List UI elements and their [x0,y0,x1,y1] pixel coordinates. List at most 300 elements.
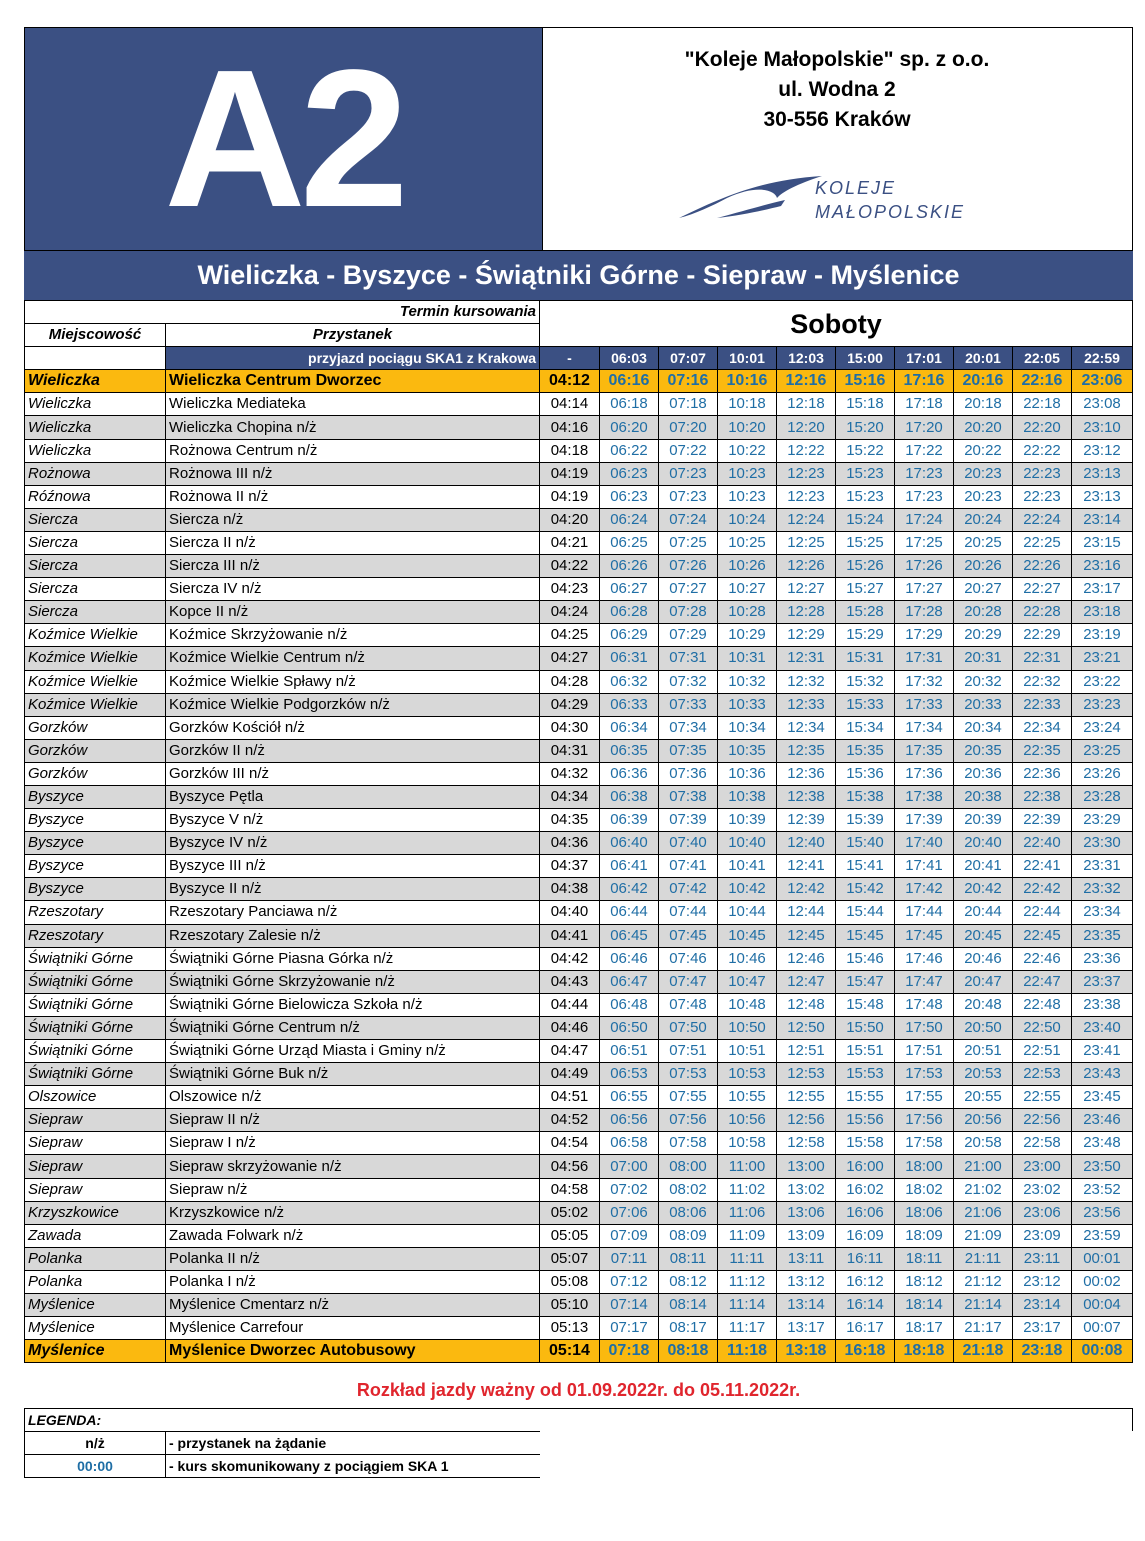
locality: Siercza [25,508,166,531]
locality: Siepraw [25,1132,166,1155]
departure-time-connected: 18:12 [895,1270,954,1293]
departure-time-connected: 15:56 [836,1109,895,1132]
departure-time-connected: 10:38 [718,785,777,808]
table-row [25,832,1133,855]
stop-name: Wieliczka Chopina n/ż [166,416,540,439]
locality: Świątniki Górne [25,1040,166,1063]
departure-time-connected: 20:41 [954,855,1013,878]
departure-time-connected: 06:33 [600,693,659,716]
departure-time-connected: 22:22 [1013,439,1072,462]
departure-time-connected: 23:52 [1072,1178,1133,1201]
departure-time-connected: 12:46 [777,947,836,970]
departure-time-connected: 20:22 [954,439,1013,462]
departure-time-connected: 21:02 [954,1178,1013,1201]
departure-time-connected: 08:00 [659,1155,718,1178]
departure-time-connected: 10:48 [718,993,777,1016]
departure-time-connected: 06:41 [600,855,659,878]
departure-time-connected: 23:30 [1072,832,1133,855]
stop-name: Siepraw n/ż [166,1178,540,1201]
departure-time-connected: 18:00 [895,1155,954,1178]
table-row [25,1224,1133,1247]
departure-time: 04:51 [540,1086,600,1109]
departure-time-connected: 17:53 [895,1063,954,1086]
departure-time-connected: 20:35 [954,739,1013,762]
departure-time-connected: 23:29 [1072,809,1133,832]
logo-text-line-1: KOLEJE [815,178,897,198]
locality: Siepraw [25,1178,166,1201]
stop-name: Siepraw I n/ż [166,1132,540,1155]
departure-time-connected: 07:47 [659,970,718,993]
table-row [25,531,1133,554]
locality: Myślenice [25,1294,166,1317]
departure-time-connected: 16:17 [836,1317,895,1340]
departure-time: 04:19 [540,485,600,508]
departure-time-connected: 11:06 [718,1201,777,1224]
departure-time-connected: 22:27 [1013,578,1072,601]
departure-time-connected: 06:26 [600,555,659,578]
departure-time-connected: 10:35 [718,739,777,762]
stop-name: Zawada Folwark n/ż [166,1224,540,1247]
departure-time-connected: 23:32 [1072,878,1133,901]
departure-time-connected: 20:47 [954,970,1013,993]
departure-time-connected: 17:38 [895,785,954,808]
departure-time-connected: 07:29 [659,624,718,647]
departure-time-connected: 17:36 [895,762,954,785]
table-row [25,716,1133,739]
departure-time-connected: 22:56 [1013,1109,1072,1132]
departure-time-connected: 23:21 [1072,647,1133,670]
departure-time-connected: 06:47 [600,970,659,993]
departure-time-connected: 07:00 [600,1155,659,1178]
departure-time-connected: 23:18 [1072,601,1133,624]
departure-time-connected: 08:06 [659,1201,718,1224]
departure-time-connected: 18:17 [895,1317,954,1340]
departure-time-connected: 17:16 [895,370,954,393]
departure-time-connected: 12:36 [777,762,836,785]
departure-time-connected: 20:20 [954,416,1013,439]
train-time: 17:01 [895,347,954,370]
departure-time-connected: 16:09 [836,1224,895,1247]
table-row [25,762,1133,785]
departure-time-connected: 23:37 [1072,970,1133,993]
departure-time-connected: 10:27 [718,578,777,601]
departure-time-connected: 23:18 [1013,1340,1072,1363]
departure-time-connected: 07:38 [659,785,718,808]
table-row [25,1016,1133,1039]
locality: Rożnowa [25,462,166,485]
departure-time: 05:05 [540,1224,600,1247]
locality: Byszyce [25,832,166,855]
train-time: 20:01 [954,347,1013,370]
stop-name: Byszyce IV n/ż [166,832,540,855]
departure-time-connected: 15:47 [836,970,895,993]
departure-time-connected: 23:13 [1072,462,1133,485]
day-type: Soboty [540,301,1133,347]
koleje-logo-icon [677,170,827,222]
departure-time-connected: 22:44 [1013,901,1072,924]
departure-time-connected: 11:02 [718,1178,777,1201]
departure-time: 04:20 [540,508,600,531]
departure-time-connected: 07:51 [659,1040,718,1063]
locality: Siercza [25,578,166,601]
stop-name: Polanka I n/ż [166,1270,540,1293]
departure-time-connected: 23:24 [1072,716,1133,739]
stop-name: Gorzków Kościół n/ż [166,716,540,739]
departure-time-connected: 07:56 [659,1109,718,1132]
departure-time-connected: 06:40 [600,832,659,855]
departure-time-connected: 23:14 [1072,508,1133,531]
departure-time-connected: 13:11 [777,1247,836,1270]
departure-time-connected: 15:16 [836,370,895,393]
departure-time: 04:25 [540,624,600,647]
table-row [25,855,1133,878]
departure-time-connected: 06:36 [600,762,659,785]
departure-time-connected: 20:42 [954,878,1013,901]
table-row [25,1063,1133,1086]
locality: Świątniki Górne [25,1063,166,1086]
departure-time-connected: 10:51 [718,1040,777,1063]
departure-time-connected: 20:28 [954,601,1013,624]
departure-time-connected: 07:35 [659,739,718,762]
table-row [25,993,1133,1016]
departure-time-connected: 07:14 [600,1294,659,1317]
departure-time-connected: 20:16 [954,370,1013,393]
departure-time-connected: 15:35 [836,739,895,762]
departure-time-connected: 10:58 [718,1132,777,1155]
locality: Siercza [25,555,166,578]
departure-time-connected: 17:56 [895,1109,954,1132]
departure-time-connected: 15:22 [836,439,895,462]
departure-time: 04:32 [540,762,600,785]
departure-time-connected: 23:25 [1072,739,1133,762]
departure-time-connected: 17:47 [895,970,954,993]
locality: Gorzków [25,716,166,739]
table-row [25,947,1133,970]
departure-time-connected: 12:58 [777,1132,836,1155]
departure-time: 04:46 [540,1016,600,1039]
train-time: - [540,347,600,370]
locality: Gorzków [25,739,166,762]
departure-time-connected: 12:22 [777,439,836,462]
departure-time-connected: 06:44 [600,901,659,924]
departure-time-connected: 15:50 [836,1016,895,1039]
departure-time-connected: 23:43 [1072,1063,1133,1086]
legend-text-nz: - przystanek na żądanie [166,1432,540,1455]
stop-name: Świątniki Górne Buk n/ż [166,1063,540,1086]
departure-time: 04:47 [540,1040,600,1063]
departure-time-connected: 22:24 [1013,508,1072,531]
locality: Rzeszotary [25,924,166,947]
stop-name: Myślenice Cmentarz n/ż [166,1294,540,1317]
departure-time-connected: 23:06 [1013,1201,1072,1224]
departure-time: 04:23 [540,578,600,601]
departure-time-connected: 17:18 [895,393,954,416]
departure-time-connected: 20:56 [954,1109,1013,1132]
stop-name: Gorzków II n/ż [166,739,540,762]
departure-time-connected: 16:18 [836,1340,895,1363]
departure-time-connected: 06:16 [600,370,659,393]
table-row [25,1086,1133,1109]
locality: Wieliczka [25,370,166,393]
stop-name: Świątniki Górne Piasna Górka n/ż [166,947,540,970]
departure-time: 05:13 [540,1317,600,1340]
table-row [25,1294,1133,1317]
departure-time-connected: 07:48 [659,993,718,1016]
departure-time-connected: 20:29 [954,624,1013,647]
departure-time-connected: 15:51 [836,1040,895,1063]
stop-name: Siercza n/ż [166,508,540,531]
locality: Siercza [25,601,166,624]
departure-time-connected: 07:34 [659,716,718,739]
departure-time-connected: 06:27 [600,578,659,601]
table-row [25,578,1133,601]
departure-time-connected: 12:50 [777,1016,836,1039]
departure-time-connected: 17:39 [895,809,954,832]
departure-time-connected: 10:22 [718,439,777,462]
departure-time-connected: 00:02 [1072,1270,1133,1293]
stop-name: Siercza IV n/ż [166,578,540,601]
departure-time: 04:19 [540,462,600,485]
stop-name: Olszowice n/ż [166,1086,540,1109]
departure-time-connected: 12:26 [777,555,836,578]
departure-time: 04:37 [540,855,600,878]
departure-time-connected: 20:58 [954,1132,1013,1155]
departure-time-connected: 15:33 [836,693,895,716]
departure-time-connected: 12:41 [777,855,836,878]
departure-time-connected: 22:58 [1013,1132,1072,1155]
departure-time-connected: 23:50 [1072,1155,1133,1178]
train-time: 12:03 [777,347,836,370]
departure-time: 04:35 [540,809,600,832]
timetable [24,300,1133,1363]
departure-time-connected: 10:50 [718,1016,777,1039]
departure-time-connected: 17:22 [895,439,954,462]
departure-time-connected: 11:12 [718,1270,777,1293]
departure-time-connected: 06:39 [600,809,659,832]
table-row [25,439,1133,462]
departure-time-connected: 21:18 [954,1340,1013,1363]
departure-time-connected: 15:44 [836,901,895,924]
departure-time-connected: 07:58 [659,1132,718,1155]
departure-time-connected: 16:11 [836,1247,895,1270]
table-row [25,485,1133,508]
departure-time-connected: 12:48 [777,993,836,1016]
departure-time-connected: 10:42 [718,878,777,901]
departure-time-connected: 22:25 [1013,531,1072,554]
departure-time-connected: 15:20 [836,416,895,439]
departure-time-connected: 07:42 [659,878,718,901]
departure-time-connected: 15:53 [836,1063,895,1086]
departure-time-connected: 07:55 [659,1086,718,1109]
table-row [25,370,1133,393]
departure-time-connected: 23:48 [1072,1132,1133,1155]
departure-time-connected: 12:32 [777,670,836,693]
departure-time-connected: 23:02 [1013,1178,1072,1201]
departure-time-connected: 12:28 [777,601,836,624]
departure-time-connected: 20:23 [954,485,1013,508]
locality: Wieliczka [25,393,166,416]
departure-time-connected: 12:55 [777,1086,836,1109]
departure-time-connected: 15:29 [836,624,895,647]
departure-time-connected: 06:23 [600,462,659,485]
departure-time: 04:16 [540,416,600,439]
departure-time-connected: 10:53 [718,1063,777,1086]
departure-time-connected: 07:28 [659,601,718,624]
departure-time-connected: 06:20 [600,416,659,439]
departure-time-connected: 06:42 [600,878,659,901]
departure-time-connected: 13:14 [777,1294,836,1317]
locality: Świątniki Górne [25,947,166,970]
departure-time-connected: 11:00 [718,1155,777,1178]
departure-time-connected: 22:53 [1013,1063,1072,1086]
stop-name: Siercza II n/ż [166,531,540,554]
company-city: 30-556 Kraków [763,108,911,131]
departure-time-connected: 15:42 [836,878,895,901]
departure-time-connected: 15:31 [836,647,895,670]
departure-time-connected: 10:40 [718,832,777,855]
table-row [25,901,1133,924]
table-row [25,739,1133,762]
table-row [25,970,1133,993]
departure-time-connected: 13:17 [777,1317,836,1340]
locality: Myślenice [25,1340,166,1363]
departure-time-connected: 23:56 [1072,1201,1133,1224]
departure-time-connected: 13:18 [777,1340,836,1363]
departure-time: 05:14 [540,1340,600,1363]
legend-title-row [24,1408,1133,1431]
departure-time-connected: 10:24 [718,508,777,531]
departure-time-connected: 22:50 [1013,1016,1072,1039]
departure-time-connected: 10:16 [718,370,777,393]
header [24,27,1133,251]
departure-time-connected: 11:09 [718,1224,777,1247]
locality: Gorzków [25,762,166,785]
departure-time-connected: 13:02 [777,1178,836,1201]
col-miejscowosc: Miejscowość [25,324,166,347]
departure-time-connected: 22:55 [1013,1086,1072,1109]
departure-time-connected: 20:23 [954,462,1013,485]
table-row [25,1109,1133,1132]
locality: Koźmice Wielkie [25,647,166,670]
departure-time-connected: 22:28 [1013,601,1072,624]
departure-time-connected: 22:40 [1013,832,1072,855]
legend-symbol-time: 00:00 [25,1455,166,1478]
departure-time-connected: 20:18 [954,393,1013,416]
locality: Wieliczka [25,416,166,439]
departure-time-connected: 23:17 [1013,1317,1072,1340]
departure-time-connected: 15:41 [836,855,895,878]
departure-time-connected: 22:33 [1013,693,1072,716]
locality: Byszyce [25,785,166,808]
locality: Wieliczka [25,439,166,462]
departure-time-connected: 06:50 [600,1016,659,1039]
departure-time-connected: 10:39 [718,809,777,832]
departure-time-connected: 23:31 [1072,855,1133,878]
departure-time: 04:18 [540,439,600,462]
departure-time-connected: 07:23 [659,485,718,508]
train-time: 22:59 [1072,347,1133,370]
departure-time-connected: 17:34 [895,716,954,739]
departure-time-connected: 20:26 [954,555,1013,578]
train-time: 22:05 [1013,347,1072,370]
departure-time: 04:27 [540,647,600,670]
departure-time-connected: 15:27 [836,578,895,601]
route-title: Wieliczka - Byszyce - Świątniki Górne - Siepraw - Myślenice [24,251,1133,300]
departure-time-connected: 21:09 [954,1224,1013,1247]
departure-time-connected: 06:51 [600,1040,659,1063]
departure-time-connected: 22:45 [1013,924,1072,947]
departure-time-connected: 22:23 [1013,485,1072,508]
departure-time-connected: 10:29 [718,624,777,647]
departure-time: 04:56 [540,1155,600,1178]
departure-time-connected: 12:27 [777,578,836,601]
departure-time-connected: 07:40 [659,832,718,855]
locality: Świątniki Górne [25,993,166,1016]
departure-time-connected: 06:45 [600,924,659,947]
departure-time-connected: 10:34 [718,716,777,739]
departure-time: 04:24 [540,601,600,624]
departure-time-connected: 17:31 [895,647,954,670]
departure-time-connected: 23:13 [1072,485,1133,508]
departure-time-connected: 13:09 [777,1224,836,1247]
departure-time: 04:29 [540,693,600,716]
stop-name: Rożnowa II n/ż [166,485,540,508]
departure-time-connected: 20:48 [954,993,1013,1016]
departure-time-connected: 07:18 [600,1340,659,1363]
departure-time-connected: 23:46 [1072,1109,1133,1132]
departure-time-connected: 20:24 [954,508,1013,531]
departure-time-connected: 15:48 [836,993,895,1016]
departure-time: 04:22 [540,555,600,578]
table-row [25,1040,1133,1063]
legend-title: LEGENDA: [25,1409,1133,1432]
departure-time-connected: 10:56 [718,1109,777,1132]
stop-name: Siepraw skrzyżowanie n/ż [166,1155,540,1178]
departure-time-connected: 12:47 [777,970,836,993]
departure-time-connected: 17:20 [895,416,954,439]
departure-time-connected: 10:46 [718,947,777,970]
departure-time-connected: 07:39 [659,809,718,832]
departure-time-connected: 10:47 [718,970,777,993]
departure-time-connected: 07:12 [600,1270,659,1293]
departure-time: 04:58 [540,1178,600,1201]
departure-time-connected: 10:32 [718,670,777,693]
departure-time-connected: 20:55 [954,1086,1013,1109]
departure-time-connected: 23:06 [1072,370,1133,393]
departure-time-connected: 13:12 [777,1270,836,1293]
locality: Byszyce [25,878,166,901]
departure-time-connected: 10:28 [718,601,777,624]
departure-time: 04:34 [540,785,600,808]
stop-name: Byszyce III n/ż [166,855,540,878]
departure-time-connected: 23:26 [1072,762,1133,785]
departure-time-connected: 23:10 [1072,416,1133,439]
departure-time-connected: 23:15 [1072,531,1133,554]
departure-time-connected: 07:20 [659,416,718,439]
departure-time-connected: 12:53 [777,1063,836,1086]
table-row [25,809,1133,832]
departure-time-connected: 11:17 [718,1317,777,1340]
departure-time-connected: 06:35 [600,739,659,762]
departure-time-connected: 18:14 [895,1294,954,1317]
departure-time-connected: 22:47 [1013,970,1072,993]
departure-time-connected: 12:45 [777,924,836,947]
locality: Polanka [25,1270,166,1293]
stop-name: Wieliczka Mediateka [166,393,540,416]
departure-time-connected: 12:20 [777,416,836,439]
departure-time-connected: 10:44 [718,901,777,924]
departure-time-connected: 20:50 [954,1016,1013,1039]
